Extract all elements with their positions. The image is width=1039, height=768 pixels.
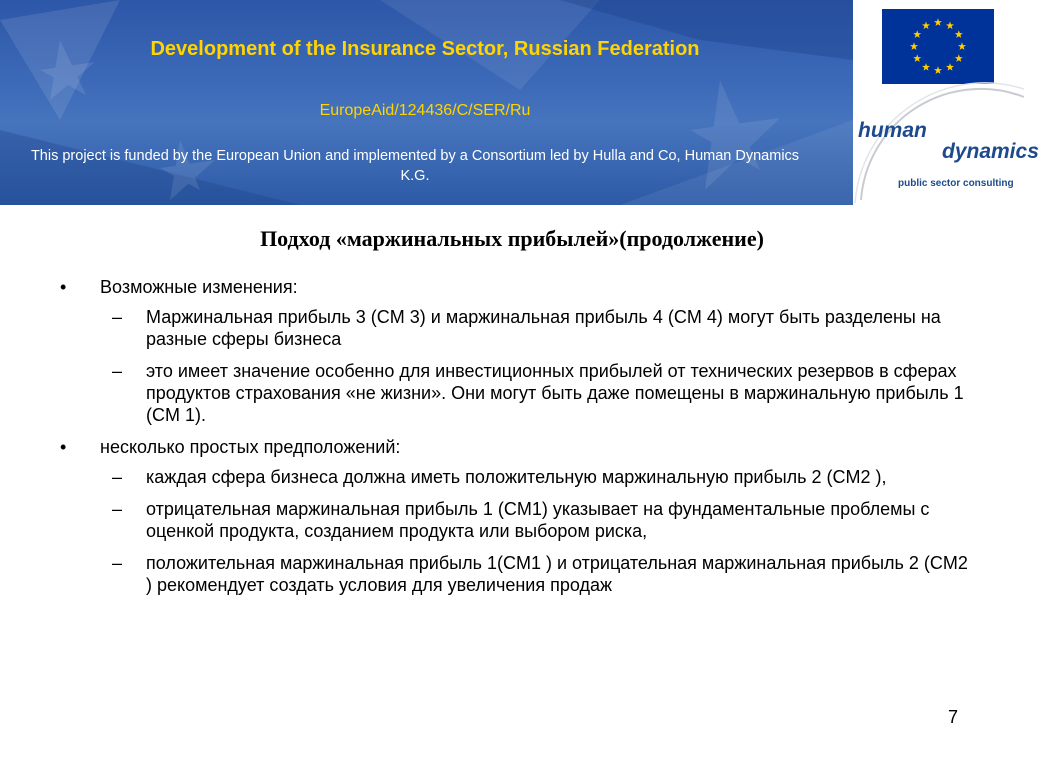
sub-item-text: Маржинальная прибыль 3 (CM 3) и маржинальная прибыль 4 (CM 4) могут быть разделены на разные сферы бизнеса — [146, 307, 941, 349]
project-reference: EuropeAid/124436/C/SER/Ru — [319, 102, 531, 119]
sub-item-text: отрицательная маржинальная прибыль 1 (CM1) указывает на фундаментальные проблемы с оценкой продукта, созданием продукта или выбором риска, — [146, 499, 930, 541]
header-banner — [0, 0, 853, 205]
sub-item — [60, 360, 970, 426]
dash-mark: – — [112, 499, 123, 519]
logo-tagline: public sector consulting — [898, 178, 1014, 189]
human-dynamics-logo — [858, 120, 1039, 172]
dash-mark: – — [112, 467, 123, 487]
sub-item-text: положительная маржинальная прибыль 1(CM1 ) и отрицательная маржинальная прибыль 2 (CM2 ) рекомендует создать условия для увеличения продаж — [146, 553, 968, 595]
bullet-text: Возможные изменения: — [100, 277, 298, 297]
sub-item — [60, 306, 970, 350]
dash-mark: – — [112, 307, 123, 327]
dash-mark: – — [112, 361, 123, 381]
bullet-item — [60, 436, 970, 458]
dash-mark: – — [112, 553, 123, 573]
sub-item-text: это имеет значение особенно для инвестиционных прибылей от технических резервов в сферах продуктов страхования «не жизни». Они могут быть даже помещены в маржинальную прибыль 1 (CM 1). — [146, 361, 964, 425]
project-title: Development of the Insurance Sector, Russian Federation — [150, 38, 700, 60]
page-number: 7 — [948, 707, 959, 727]
funding-statement: This project is funded by the European Union and implemented by a Consortium led by Hulla and Co, Human Dynamics K.G. — [30, 148, 800, 184]
slide-content — [60, 276, 970, 606]
eu-flag-icon — [882, 9, 994, 84]
sub-item — [60, 466, 970, 488]
sub-item — [60, 552, 970, 596]
logo-word-dynamics: dynamics — [942, 140, 1039, 163]
bullet-mark: • — [60, 437, 67, 457]
sub-item-text: каждая сфера бизнеса должна иметь положительную маржинальную прибыль 2 (CM2 ), — [146, 467, 887, 487]
bullet-item — [60, 276, 970, 298]
logo-word-human: human — [858, 119, 927, 142]
bullet-text: несколько простых предположений: — [100, 437, 401, 457]
slide-title: Подход «маржинальных прибылей»(продолжение) — [260, 226, 764, 251]
sub-item — [60, 498, 970, 542]
bullet-mark: • — [60, 277, 67, 297]
